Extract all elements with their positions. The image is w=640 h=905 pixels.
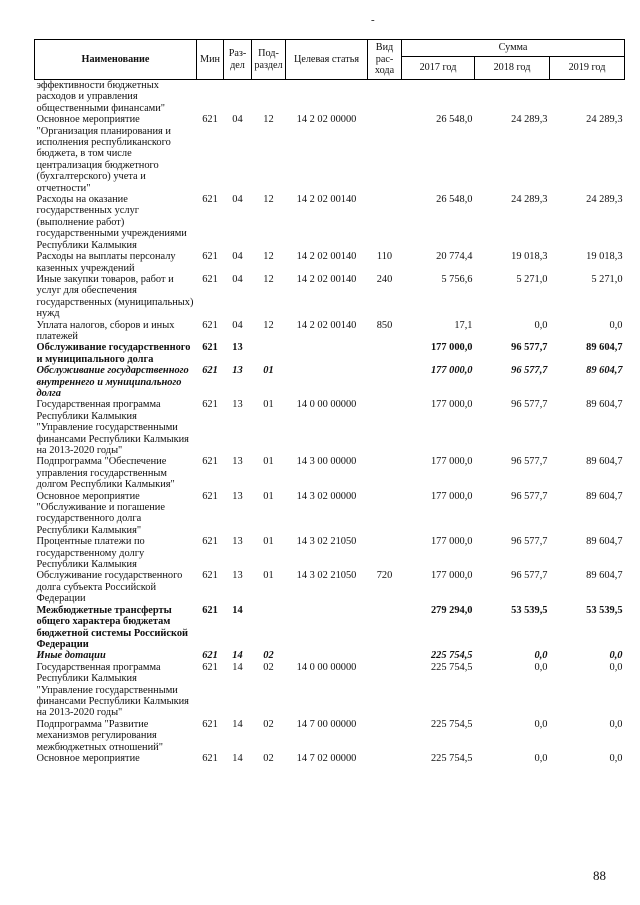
cell-2018: 0,0 xyxy=(534,650,548,662)
col-header-min: Мин xyxy=(197,40,224,80)
cell-vid xyxy=(368,753,402,764)
table-row xyxy=(35,650,625,661)
cell-min: 621 xyxy=(202,319,218,331)
cell-vid xyxy=(368,114,402,194)
table-row xyxy=(35,365,625,399)
col-header-podrazdel: Под-раздел xyxy=(252,40,286,80)
cell-2018: 96 577,7 xyxy=(511,490,548,502)
cell-2018: 0,0 xyxy=(534,718,548,730)
table-row xyxy=(35,274,625,320)
cell-podrazdel: 01 xyxy=(263,399,274,411)
cell-target: 14 2 02 00140 xyxy=(296,273,357,285)
cell-razdel: 14 xyxy=(232,604,243,616)
table-row xyxy=(35,456,625,490)
cell-name: Основное мероприятие "Обслуживание и погашение государственного долга Республики Калмыкия" xyxy=(36,490,165,536)
cell-2019: 0,0 xyxy=(609,752,623,764)
cell-vid xyxy=(368,80,402,115)
cell-razdel: 14 xyxy=(232,718,243,730)
cell-2019: 89 604,7 xyxy=(586,490,623,502)
page-number: 88 xyxy=(593,868,606,883)
cell-vid: 240 xyxy=(376,273,393,285)
cell-name: Государственная программа Республики Калмыкия "Управление государственными финансами Республики Калмыкия на 2013-2020 годы" xyxy=(36,661,189,719)
cell-2018: 0,0 xyxy=(534,319,548,331)
table-header xyxy=(35,40,625,80)
cell-podrazdel xyxy=(252,605,286,651)
cell-target: 14 7 02 00000 xyxy=(296,752,357,764)
cell-2019: 0,0 xyxy=(609,319,623,331)
cell-vid: 110 xyxy=(376,251,393,263)
cell-target: 14 0 00 00000 xyxy=(296,661,357,673)
cell-2019 xyxy=(550,80,625,115)
cell-min: 621 xyxy=(202,490,218,502)
table-row xyxy=(35,491,625,537)
cell-min: 621 xyxy=(202,273,218,285)
cell-2017: 177 000,0 xyxy=(430,342,473,354)
table-row xyxy=(35,251,625,274)
cell-razdel: 13 xyxy=(232,342,243,354)
cell-2017: 26 548,0 xyxy=(436,114,473,126)
col-header-2018: 2018 год xyxy=(475,57,550,80)
col-header-2017: 2017 год xyxy=(402,57,475,80)
cell-vid xyxy=(368,456,402,490)
table-row xyxy=(35,399,625,456)
cell-2018: 96 577,7 xyxy=(511,456,548,468)
table-row xyxy=(35,536,625,570)
cell-2017: 177 000,0 xyxy=(430,490,473,502)
cell-min: 621 xyxy=(202,570,218,582)
cell-vid: 850 xyxy=(376,319,393,331)
cell-razdel xyxy=(224,80,252,115)
table-row xyxy=(35,320,625,343)
cell-razdel: 04 xyxy=(232,194,243,206)
cell-razdel: 13 xyxy=(232,570,243,582)
cell-2019: 19 018,3 xyxy=(586,251,623,263)
cell-min: 621 xyxy=(202,251,218,263)
cell-podrazdel xyxy=(252,342,286,365)
cell-vid xyxy=(368,342,402,365)
cell-target: 14 0 00 00000 xyxy=(296,399,357,411)
cell-min: 621 xyxy=(202,456,218,468)
cell-2018: 24 289,3 xyxy=(511,194,548,206)
cell-name: Расходы на оказание государственных услуг (выполнение работ) государственными учреждениями Республики Калмыкия xyxy=(36,194,187,251)
cell-name: Обслуживание государственного долга субъекта Российской Федерации xyxy=(36,570,183,605)
cell-min: 621 xyxy=(202,718,218,730)
cell-min: 621 xyxy=(202,604,218,616)
cell-2019: 0,0 xyxy=(609,650,623,662)
cell-razdel: 13 xyxy=(232,490,243,502)
cell-2018 xyxy=(475,80,550,115)
cell-2019: 53 539,5 xyxy=(586,604,623,616)
cell-min xyxy=(197,80,224,115)
cell-vid xyxy=(368,536,402,570)
cell-target xyxy=(286,365,368,399)
cell-target: 14 3 00 00000 xyxy=(296,456,357,468)
cell-podrazdel: 12 xyxy=(263,194,274,206)
cell-2019: 24 289,3 xyxy=(586,194,623,206)
cell-2018: 96 577,7 xyxy=(511,536,548,548)
cell-podrazdel: 12 xyxy=(263,114,274,126)
table-row xyxy=(35,719,625,753)
cell-min: 621 xyxy=(202,399,218,411)
col-header-name: Наименование xyxy=(35,40,197,80)
cell-2017: 177 000,0 xyxy=(430,456,473,468)
cell-razdel: 04 xyxy=(232,273,243,285)
cell-2018: 5 271,0 xyxy=(516,273,548,285)
cell-razdel: 13 xyxy=(232,365,243,377)
cell-2017: 177 000,0 xyxy=(430,536,473,548)
col-header-target: Целевая статья xyxy=(286,40,368,80)
cell-podrazdel: 01 xyxy=(263,490,274,502)
cell-2019: 89 604,7 xyxy=(586,536,623,548)
col-header-razdel: Раз-дел xyxy=(224,40,252,80)
table-row xyxy=(35,570,625,604)
cell-min: 621 xyxy=(202,650,218,662)
cell-min: 621 xyxy=(202,114,218,126)
cell-podrazdel: 12 xyxy=(263,251,274,263)
cell-min: 621 xyxy=(202,194,218,206)
cell-2019: 5 271,0 xyxy=(591,273,623,285)
cell-2018: 24 289,3 xyxy=(511,114,548,126)
cell-2019: 89 604,7 xyxy=(586,399,623,411)
cell-vid xyxy=(368,605,402,651)
cell-2017: 225 754,5 xyxy=(430,752,473,764)
cell-name: Государственная программа Республики Калмыкия "Управление государственными финансами Республики Калмыкия на 2013-2020 годы" xyxy=(36,399,189,456)
cell-2017: 5 756,6 xyxy=(441,273,473,285)
cell-2017: 26 548,0 xyxy=(436,194,473,206)
cell-2018: 96 577,7 xyxy=(511,365,548,377)
cell-name: Основное мероприятие xyxy=(36,752,140,764)
cell-name: Уплата налогов, сборов и иных платежей xyxy=(36,319,175,342)
cell-name: Подпрограмма "Обеспечение управления государственным долгом Республики Калмыкия" xyxy=(36,456,175,491)
cell-name: Процентные платежи по государственному долгу Республики Калмыкия xyxy=(36,536,145,571)
cell-2018: 53 539,5 xyxy=(511,604,548,616)
cell-min: 621 xyxy=(202,365,218,377)
cell-2019: 0,0 xyxy=(609,661,623,673)
cell-2018: 0,0 xyxy=(534,752,548,764)
table-row xyxy=(35,342,625,365)
cell-podrazdel xyxy=(252,80,286,115)
cell-podrazdel: 01 xyxy=(263,456,274,468)
cell-target xyxy=(286,342,368,365)
cell-min: 621 xyxy=(202,342,218,354)
cell-podrazdel: 02 xyxy=(263,661,274,673)
cell-2017: 225 754,5 xyxy=(430,650,473,662)
cell-razdel: 14 xyxy=(232,752,243,764)
cell-razdel: 14 xyxy=(232,661,243,673)
cell-razdel: 04 xyxy=(232,251,243,263)
cell-target: 14 3 02 00000 xyxy=(296,490,357,502)
cell-podrazdel: 02 xyxy=(263,752,274,764)
cell-name: эффективности бюджетных расходов и управления общественными финансами" xyxy=(36,80,166,114)
header-mark: - xyxy=(371,14,375,26)
cell-2017: 177 000,0 xyxy=(430,399,473,411)
cell-razdel: 14 xyxy=(232,650,243,662)
cell-min: 621 xyxy=(202,536,218,548)
cell-vid xyxy=(368,650,402,661)
cell-target: 14 2 02 00140 xyxy=(296,251,357,263)
cell-target: 14 3 02 21050 xyxy=(296,536,357,548)
cell-target xyxy=(286,80,368,115)
cell-name: Обслуживание государственного и муниципального долга xyxy=(36,342,191,365)
cell-vid xyxy=(368,399,402,456)
cell-vid xyxy=(368,365,402,399)
table-row xyxy=(35,194,625,251)
cell-podrazdel: 12 xyxy=(263,319,274,331)
cell-name: Обслуживание государственного внутреннего и муниципального долга xyxy=(36,365,189,399)
cell-2017: 225 754,5 xyxy=(430,718,473,730)
cell-2018: 0,0 xyxy=(534,661,548,673)
cell-name: Иные дотации xyxy=(36,650,106,662)
cell-2017: 177 000,0 xyxy=(430,570,473,582)
cell-target: 14 2 02 00140 xyxy=(296,319,357,331)
cell-2019: 89 604,7 xyxy=(586,570,623,582)
cell-2017: 225 754,5 xyxy=(430,661,473,673)
table-body xyxy=(35,80,625,765)
cell-podrazdel: 01 xyxy=(263,365,274,377)
col-header-vid: Вид рас-хода xyxy=(368,40,402,80)
table-row xyxy=(35,114,625,194)
cell-2017: 17,1 xyxy=(454,319,473,331)
cell-vid xyxy=(368,719,402,753)
cell-target: 14 2 02 00000 xyxy=(296,114,357,126)
table-row xyxy=(35,662,625,719)
cell-target: 14 2 02 00140 xyxy=(296,194,357,206)
cell-2019: 89 604,7 xyxy=(586,456,623,468)
cell-2017: 20 774,4 xyxy=(436,251,473,263)
cell-2019: 24 289,3 xyxy=(586,114,623,126)
cell-2017: 279 294,0 xyxy=(430,604,473,616)
cell-podrazdel: 01 xyxy=(263,536,274,548)
cell-razdel: 04 xyxy=(232,319,243,331)
cell-name: Иные закупки товаров, работ и услуг для обеспечения государственных (муниципальных) нужд xyxy=(36,273,194,320)
cell-2017 xyxy=(402,80,475,115)
cell-vid: 720 xyxy=(376,570,393,582)
cell-vid xyxy=(368,662,402,719)
table-row xyxy=(35,605,625,651)
cell-2019: 89 604,7 xyxy=(586,365,623,377)
cell-2018: 19 018,3 xyxy=(511,251,548,263)
cell-name: Подпрограмма "Развитие механизмов регулирования межбюджетных отношений" xyxy=(36,718,163,753)
cell-name: Расходы на выплаты персоналу казенных учреждений xyxy=(36,251,176,274)
cell-razdel: 13 xyxy=(232,399,243,411)
col-header-2019: 2019 год xyxy=(550,57,625,80)
cell-razdel: 13 xyxy=(232,456,243,468)
cell-target: 14 3 02 21050 xyxy=(296,570,357,582)
cell-name: Межбюджетные трансферты общего характера бюджетам бюджетной системы Российской Федерации xyxy=(36,604,189,650)
cell-2019: 0,0 xyxy=(609,718,623,730)
cell-razdel: 04 xyxy=(232,114,243,126)
cell-vid xyxy=(368,194,402,251)
cell-podrazdel: 02 xyxy=(263,718,274,730)
cell-target: 14 7 00 00000 xyxy=(296,718,357,730)
cell-podrazdel: 12 xyxy=(263,273,274,285)
budget-table xyxy=(34,39,625,764)
cell-target xyxy=(286,650,368,661)
cell-podrazdel: 02 xyxy=(263,650,274,662)
cell-podrazdel: 01 xyxy=(263,570,274,582)
cell-2018: 96 577,7 xyxy=(511,570,548,582)
cell-vid xyxy=(368,491,402,537)
table-row xyxy=(35,80,625,115)
cell-razdel: 13 xyxy=(232,536,243,548)
cell-2019: 89 604,7 xyxy=(586,342,623,354)
cell-min: 621 xyxy=(202,661,218,673)
table-row xyxy=(35,753,625,764)
cell-2017: 177 000,0 xyxy=(430,365,473,377)
cell-2018: 96 577,7 xyxy=(511,342,548,354)
col-header-summa: Сумма xyxy=(402,40,625,57)
cell-target xyxy=(286,605,368,651)
cell-min: 621 xyxy=(202,752,218,764)
cell-name: Основное мероприятие "Организация планирования и исполнения республиканского бюджета, в том числе централизация бюджетного (бухгалтерского) учета и отчетности" xyxy=(36,114,171,194)
cell-2018: 96 577,7 xyxy=(511,399,548,411)
